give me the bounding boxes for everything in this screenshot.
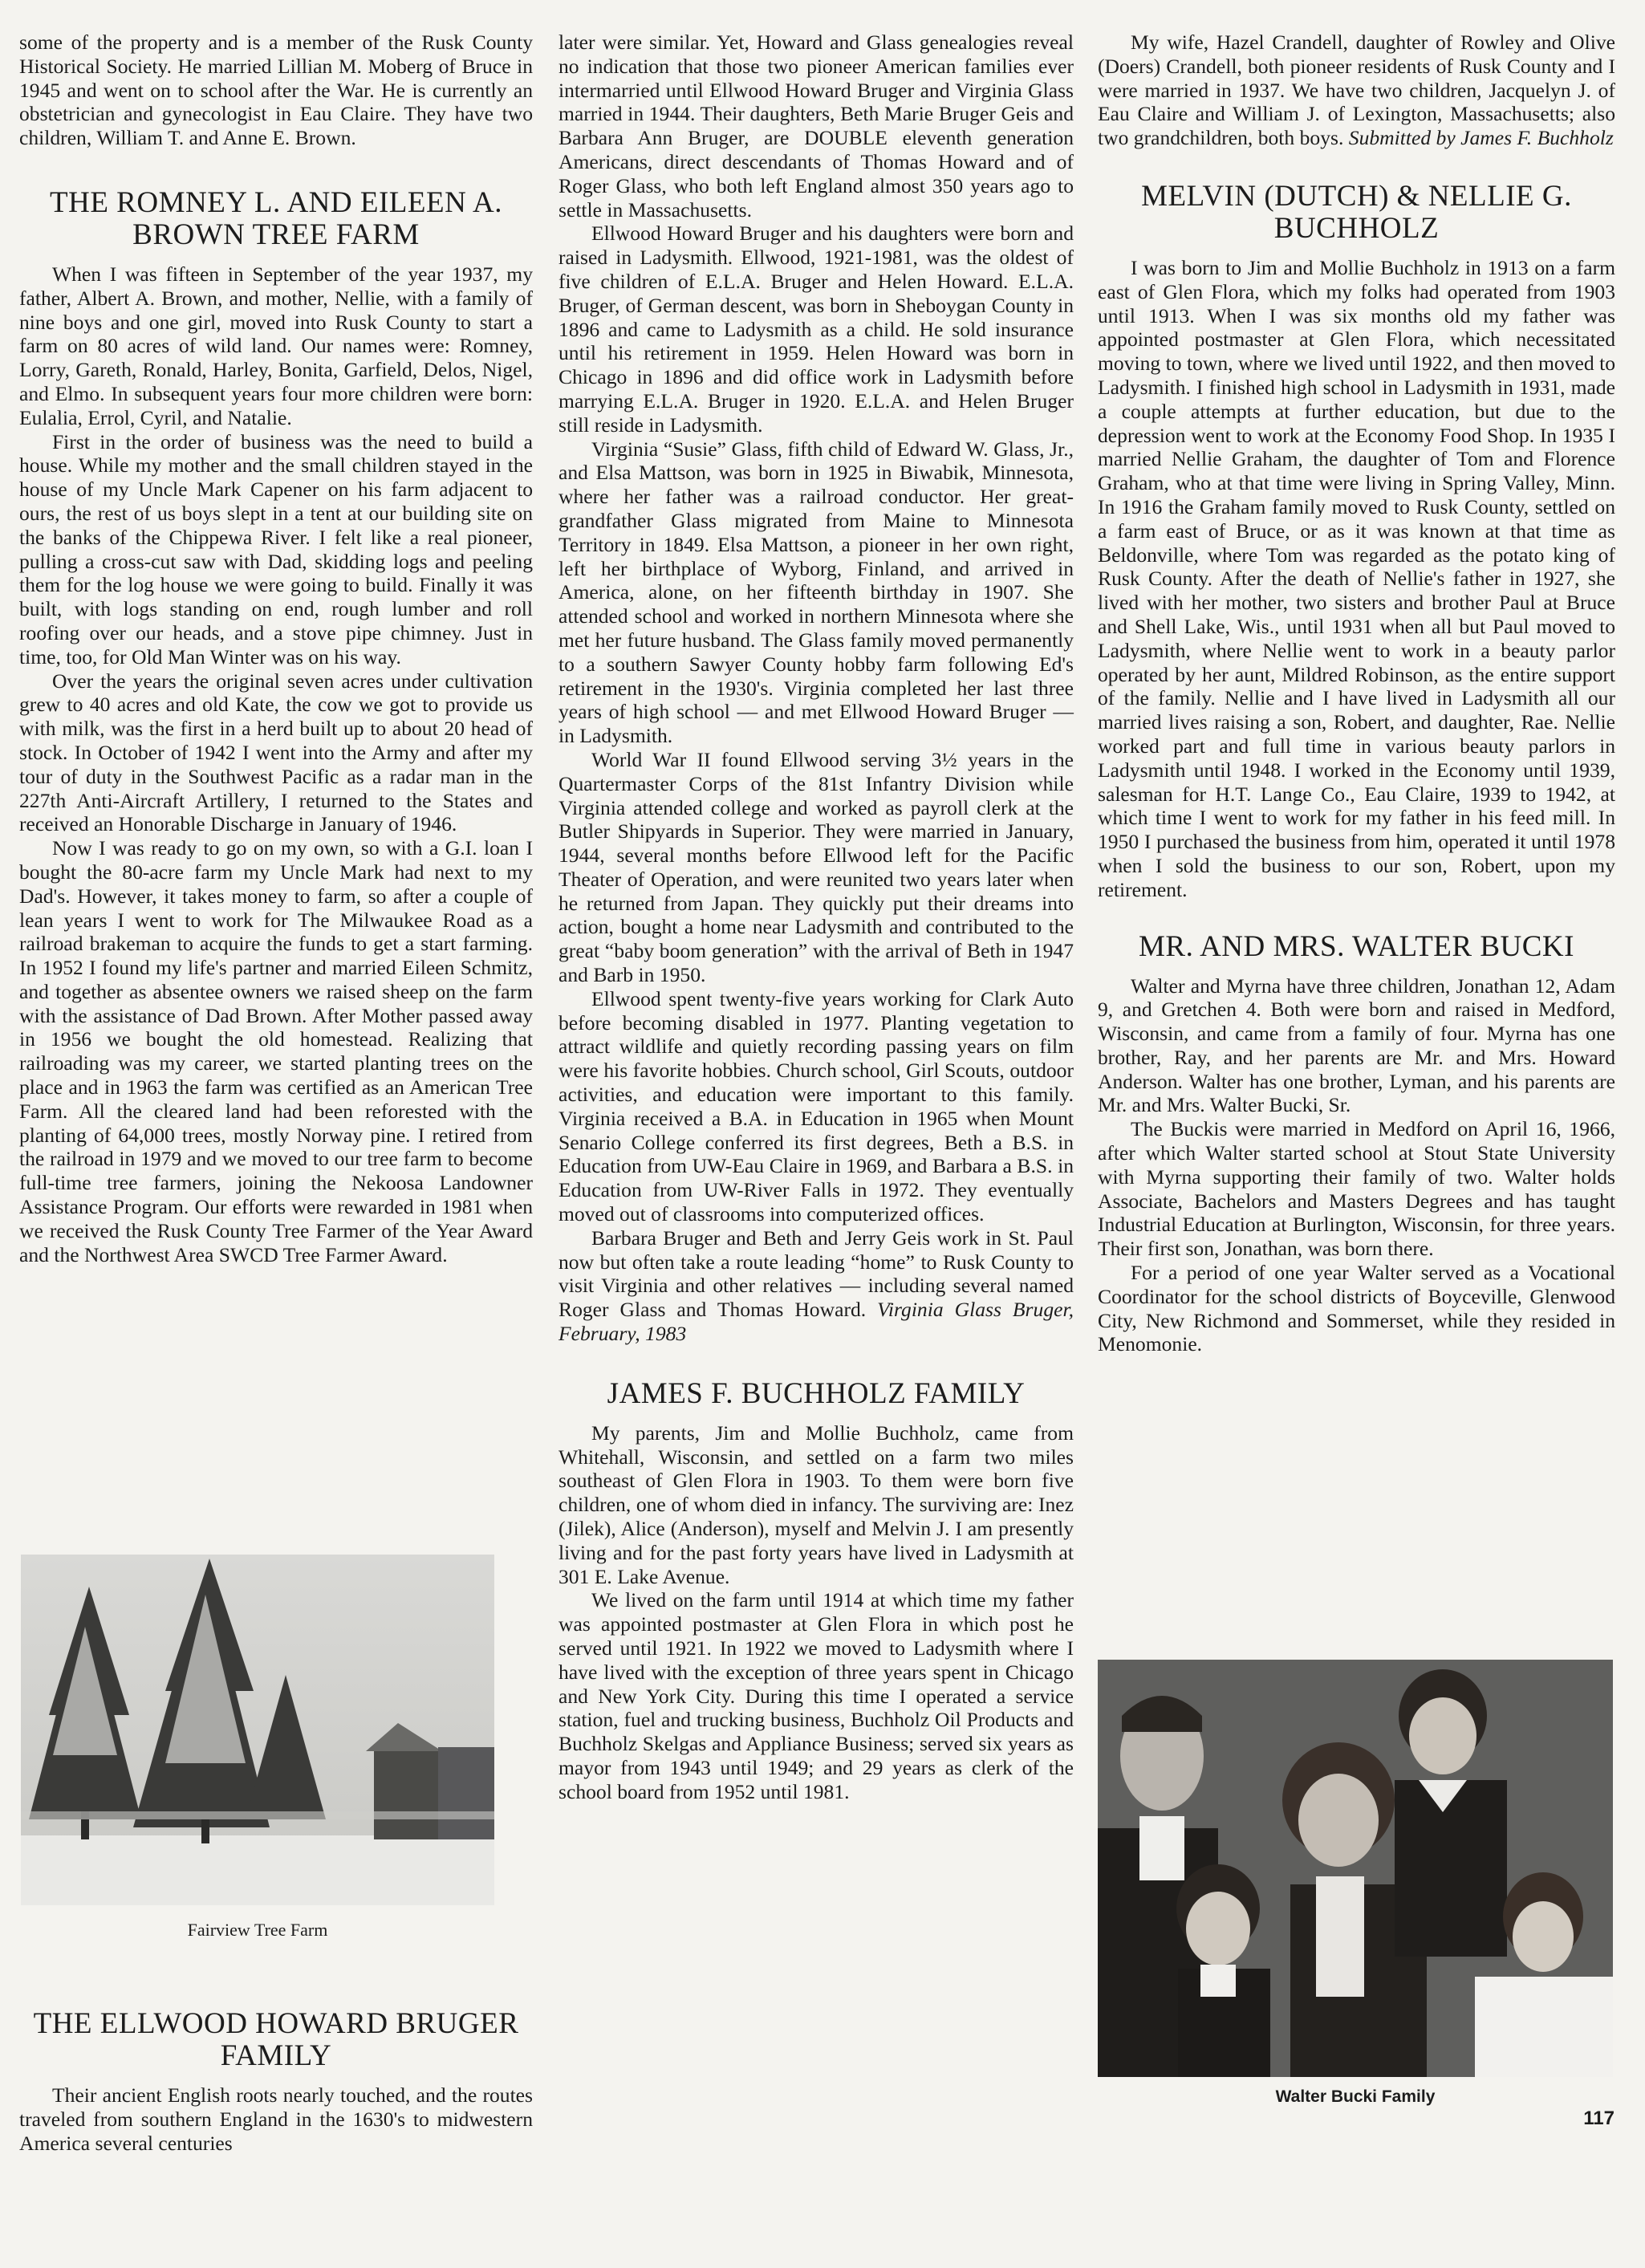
paragraph: Walter and Myrna have three children, Jonathan 12, Adam 9, and Gretchen 4. Both were born and raised in Medford, Wisconsin, and came from a family of four. Myrna has one brother, Ray, and her parents are Mr. and Mrs. Howard Anderson. Walter has one brother, Lyman, and his parents are Mr. and Mrs. Walter Bucki, Sr. <box>1098 973 1615 1117</box>
paragraph: When I was fifteen in September of the year 1937, my father, Albert A. Brown, and mother, Nellie, with a family of nine boys and one girl, moved into Rusk County to start a farm on 80 acres of wild land. Our names were: Romney, Lorry, Gareth, Ronald, Harley, Bonita, Garfield, Delos, Nigel, and Elmo. In subsequent years four more children were born: Eulalia, Errol, Cyril, and Natalie. <box>19 262 533 429</box>
signature: Virginia Glass Bruger, February, 1983 <box>558 1298 1074 1346</box>
column-3 <box>1098 30 1615 1356</box>
paragraph: The Buckis were married in Medford on April 16, 1966, after which Walter started school at Stout State University with Myrna supporting their family of two. Walter holds Associate, Bachelors and Masters Degrees and has taught Industrial Education at Burlington, Wisconsin, for three years. Their first son, Jonathan, was born there. <box>1098 1117 1615 1261</box>
paragraph <box>558 1226 1074 1346</box>
bruger-section <box>19 2008 533 2155</box>
paragraph: I was born to Jim and Mollie Buchholz in 1913 on a farm east of Glen Flora, which my folks had operated from 1903 until 1913. When I was six months old my father was appointed postmaster at Glen Flora, which necessitated moving to town, where we lived until 1922, and then moved to Ladysmith. I finished high school in Ladysmith in 1931, made a couple attempts at further education, but due to the depression went to work at the Economy Food Shop. In 1935 I married Nellie Graham, the daughter of Tom and Florence Graham, who at that time were living in Spring Valley, Minn. In 1916 the Graham family moved to Rusk County, settled on a farm east of Bruce, or as it was known at that time as Beldonville, where Tom was regarded as the potato king of Rusk County. After the death of Nellie's father in 1927, she lived with her mother, two sisters and brother Paul at Bruce and Shell Lake, Wis., until 1931 when all but Paul moved to Ladysmith, where Nellie went to work in a beauty parlor operated by her aunt, Mildred Robinson, as the entire support of the family. Nellie and I have lived in Ladysmith all our married lives raising a son, Robert, and daughter, Rae. Nellie worked part and full time in various beauty parlors in Ladysmith until 1948. I worked in the Economy until 1939, salesman for H.T. Lange Co., Eau Claire, 1939 to 1942, at which time I went to work for my father in his feed mill. In 1950 I purchased the business from him, operated it until 1978 when I sold the business to our son, Robert, upon my retirement. <box>1098 255 1615 901</box>
paragraph: Ellwood spent twenty-five years working for Clark Auto before becoming disabled in 1977. Planting vegetation to attract wildlife and quietly recording passing years on film were his favorite hobbies. Church school, Girl Scouts, outdoor activities, and education were important to this family. Virginia received a B.A. in Education in 1965 when Mount Senario College conferred its first degrees, Beth a B.S. in Education from UW-Eau Claire in 1969, and Barbara a B.S. in Education from UW-River Falls in 1972. They eventually moved out of classrooms into computerized offices. <box>558 986 1074 1226</box>
paragraph: later were similar. Yet, Howard and Glass genealogies reveal no indication that those two pioneer American families ever intermarried until Ellwood Howard Bruger and Virginia Glass married in 1944. Their daughters, Beth Marie Bruger Geis and Barbara Ann Bruger, are DOUBLE eleventh generation Americans, direct descendants of Thomas Howard and of Roger Glass, who both left England almost 350 years ago to settle in Massachusetts. <box>558 30 1074 222</box>
paragraph <box>1098 30 1615 150</box>
paragraph: World War II found Ellwood serving 3½ years in the Quartermaster Corps of the 81st Infantry Division while Virginia attended college and worked as payroll clerk at the Butler Shipyards in Superior. They were married in January, 1944, several months before Ellwood left for the Pacific Theater of Operation, and were reunited two years later when he returned from Japan. They quickly put their dreams into action, bought a home near Ladysmith and contributed to the great “baby boom generation” with the arrival of Beth in 1947 and Barb in 1950. <box>558 747 1074 987</box>
paragraph: Virginia “Susie” Glass, fifth child of Edward W. Glass, Jr., and Elsa Mattson, was born in 1925 in Biwabik, Minnesota, where her father was a railroad conductor. Her great-grandfather Glass migrated from Maine to Minnesota Territory in 1849. Elsa Mattson, a pioneer in her own right, left her birthplace of Wyborg, Finland, and arrived in America, alone, on her fifteenth birthday in 1907. She attended school and worked in northern Minnesota where she met her future husband. The Glass family moved permanently to a southern Sawyer County hobby farm following Ed's retirement in the 1930's. Virginia completed her last three years of high school — and met Ellwood Howard Bruger — in Ladysmith. <box>558 437 1074 748</box>
column-1 <box>19 30 533 1266</box>
paragraph: We lived on the farm until 1914 at which time my father was appointed postmaster at Glen Flora in which post he served until 1921. In 1922 we moved to Ladysmith where I have lived with the exception of three years spent in Chicago and New York City. During this time I operated a service station, fuel and trucking business, Buchholz Oil Products and Buchholz Skelgas and Appliance Business; served six years as mayor from 1943 until 1949; and 29 years as clerk of the school board from 1952 until 1981. <box>558 1588 1074 1803</box>
paragraph: For a period of one year Walter served as a Vocational Coordinator for the school districts of Boyceville, Glenwood City, New Richmond and Sommerset, while they resided in Menomonie. <box>1098 1261 1615 1356</box>
section-heading: MR. AND MRS. WALTER BUCKI <box>1139 929 1574 963</box>
section-heading: THE ROMNEY L. AND EILEEN A. BROWN TREE FARM <box>50 185 502 251</box>
paragraph: First in the order of business was the need to build a house. While my mother and the small children stayed in the house of my Uncle Mark Capener on his farm adjacent to ours, the rest of us boys slept in a tent at our building site on the banks of the Chippewa River. I felt like a real pioneer, pulling a cross-cut saw with Dad, skidding logs and peeling them for the log house we were going to build. Finally it was built, with logs standing on end, rough lumber and roll roofing over our heads, and a stove pipe chimney. Just in time, too, for Old Man Winter was on his way. <box>19 429 533 669</box>
bucki-family-photo <box>1098 1660 1613 2077</box>
photo-caption: Walter Bucki Family <box>1275 2087 1436 2106</box>
photo-caption: Fairview Tree Farm <box>187 1920 328 1940</box>
paragraph: some of the property and is a member of the Rusk County Historical Society. He married Lillian M. Moberg of Bruce in 1945 and went on to school after the War. He is currently an obstetrician and gynecologist in Eau Claire. They have two children, William T. and Anne E. Brown. <box>19 30 533 150</box>
tree-farm-photo <box>21 1555 494 1905</box>
tree-farm-illustration <box>21 1555 494 1905</box>
section-heading: THE ELLWOOD HOWARD BRUGER FAMILY <box>33 2007 519 2072</box>
paragraph: Now I was ready to go on my own, so with a G.I. loan I bought the 80-acre farm my Uncle Mark had next to my Dad's. However, it takes money to farm, so after a couple of lean years I went to work for The Milwaukee Road as a railroad brakeman to acquire the funds to get a start farming. In 1952 I found my life's partner and married Eileen Schmitz, and together as absentee owners we raised sheep on the farm with the assistance of Dad Brown. After Mother passed away in 1956 we bought the old homestead. Realizing that railroading was my career, we started planting trees on the place and in 1963 the farm was certified as an American Tree Farm. All the cleared land had been reforested with the planting of 64,000 trees, mostly Norway pine. I retired from the railroad in 1979 and we moved to our tree farm to become full-time tree farmers, joining the Nekoosa Landowner Assistance Program. Our efforts were rewarded in 1981 when we received the Rusk County Tree Farmer of the Year Award and the Northwest Area SWCD Tree Farmer Award. <box>19 836 533 1266</box>
paragraph: Over the years the original seven acres under cultivation grew to 40 acres and old Kate, the cow we got to provide us with milk, was the first in a herd built up to about 20 head of stock. In October of 1942 I went into the Army and after my tour of duty in the Southwest Pacific as a radar man in the 227th Anti-Aircraft Artillery, I returned to the States and received an Honorable Discharge in January of 1946. <box>19 669 533 836</box>
section-heading: JAMES F. BUCHHOLZ FAMILY <box>607 1376 1026 1410</box>
paragraph-text: Barbara Bruger and Beth and Jerry Geis work in St. Paul now but often take a route leading “home” to Rusk County to visit Virginia and other relatives — including several named Roger Glass and Thomas Howard. <box>558 1225 1074 1322</box>
paragraph: Ellwood Howard Bruger and his daughters were born and raised in Ladysmith. Ellwood, 1921-1981, was the oldest of five children of E.L.A. Bruger and Helen Howard. E.L.A. Bruger, of German descent, was born in Sheboygan County in 1896 and came to Ladysmith as a child. He sold insurance until his retirement in 1959. Helen Howard was born in Chicago in 1896 and did office work in Ladysmith before marrying E.L.A. Bruger in 1920. E.L.A. and Helen Bruger still reside in Ladysmith. <box>558 222 1074 437</box>
paragraph-text: My wife, Hazel Crandell, daughter of Rowley and Olive (Doers) Crandell, both pioneer residents of Rusk County and I were married in 1937. We have two children, Jacquelyn J. of Eau Claire and William J. of Lexington, Massachusetts; also two grandchildren, both boys. <box>1098 30 1615 150</box>
page-number: 117 <box>1583 2107 1615 2129</box>
section-heading: MELVIN (DUTCH) & NELLIE G. BUCHHOLZ <box>1141 179 1572 245</box>
paragraph: My parents, Jim and Mollie Buchholz, came from Whitehall, Wisconsin, and settled on a farm two miles southeast of Glen Flora in 1903. To them were born five children, one of whom died in infancy. The surviving are: Inez (Jilek), Alice (Anderson), myself and Melvin J. I am presently living and for the past forty years have lived in Ladysmith at 301 E. Lake Avenue. <box>558 1421 1074 1588</box>
signature: Submitted by James F. Buchholz <box>1348 126 1614 150</box>
column-2 <box>558 30 1074 1804</box>
paragraph: Their ancient English roots nearly touched, and the routes traveled from southern England in the 1630's to midwestern America several centuries <box>19 2083 533 2155</box>
family-portrait-illustration <box>1098 1660 1613 2077</box>
